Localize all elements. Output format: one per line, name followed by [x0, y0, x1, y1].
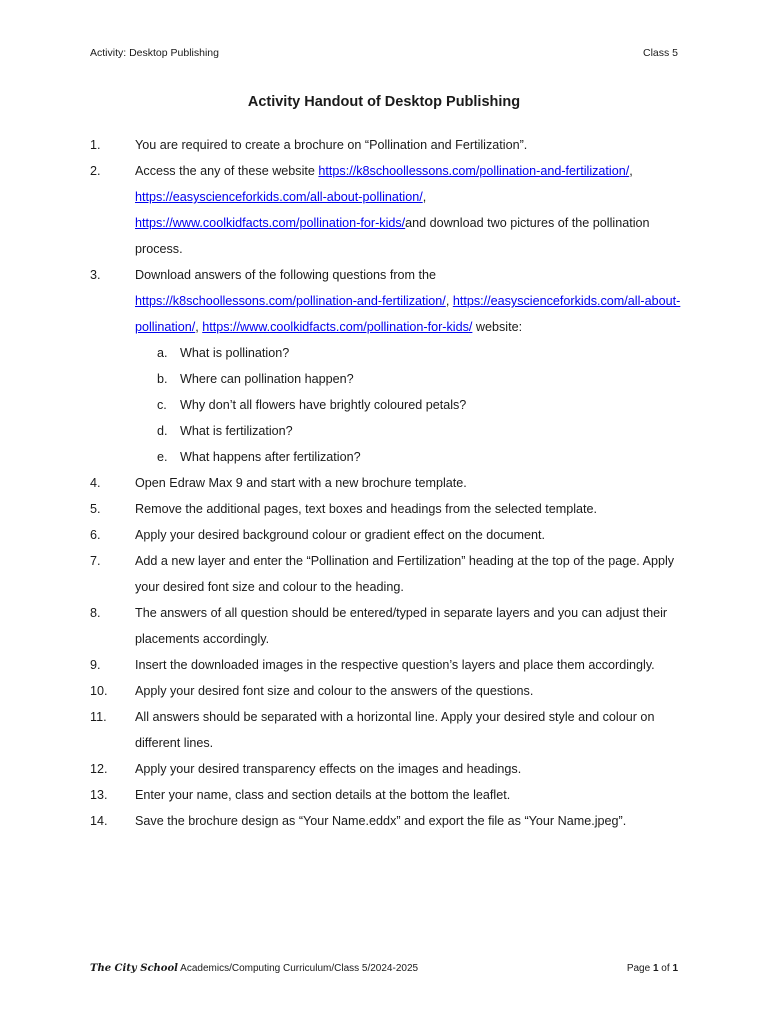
instruction-list	[90, 132, 690, 834]
list-item-9	[90, 652, 690, 678]
sub-item-text: Where can pollination happen?	[180, 372, 354, 386]
list-item-7	[90, 548, 690, 600]
page-number	[627, 963, 678, 974]
item-text: Download answers of the following questions from the	[135, 268, 437, 282]
item-number: 3.	[90, 268, 101, 282]
item-number: 1.	[90, 138, 101, 152]
list-item-6	[90, 522, 690, 548]
item-text: Apply your desired font size and colour to the answers of the questions.	[135, 684, 534, 698]
item-text: Apply your desired transparency effects on the images and headings.	[135, 762, 522, 776]
item-number: 14.	[90, 814, 108, 828]
sub-item-b	[135, 366, 690, 392]
item-text: Enter your name, class and section details at the bottom the leaflet.	[135, 788, 511, 802]
footer-left	[90, 963, 418, 974]
sub-item-d	[135, 418, 690, 444]
link-coolkidfacts[interactable]: https://www.coolkidfacts.com/pollination-for-kids/	[202, 320, 473, 334]
sub-item-a	[135, 340, 690, 366]
item-text: ,	[629, 164, 633, 178]
page-title: Activity Handout of Desktop Publishing	[247, 94, 521, 110]
item-text: website:	[472, 320, 523, 334]
link-easyscienceforkids[interactable]: https://easyscienceforkids.com/all-about-pollination/	[135, 294, 681, 334]
page-label: Page	[626, 963, 653, 974]
item-text: Insert the downloaded images in the respective question’s layers and place them accordingly.	[135, 658, 655, 672]
item-text: All answers should be separated with a horizontal line. Apply your desired style and colour on different lines.	[135, 710, 655, 750]
list-item-2	[90, 158, 690, 262]
page-of: of	[658, 963, 673, 974]
list-item-4	[90, 470, 690, 496]
sub-item-letter: e.	[157, 450, 168, 464]
list-item-1	[90, 132, 690, 158]
item-number: 7.	[90, 554, 101, 568]
item-text: and download two pictures of the pollination process.	[135, 216, 650, 256]
link-k8schoollessons[interactable]: https://k8schoollessons.com/pollination-and-fertilization/	[318, 164, 630, 178]
sub-item-text: Why don’t all flowers have brightly coloured petals?	[180, 398, 467, 412]
footer-path: Academics/Computing Curriculum/Class 5/2024-2025	[177, 963, 419, 974]
list-item-3	[90, 262, 690, 340]
item-text: You are required to create a brochure on “Pollination and Fertilization”.	[135, 138, 528, 152]
item-number: 10.	[90, 684, 108, 698]
item-text: The answers of all question should be entered/typed in separate layers and you can adjust their placements accordingly.	[135, 606, 668, 646]
item-text: Save the brochure design as “Your Name.eddx” and export the file as “Your Name.jpeg”.	[135, 814, 627, 828]
list-item-11	[90, 704, 690, 756]
item-text: Open Edraw Max 9 and start with a new brochure template.	[135, 476, 467, 490]
item-number: 12.	[90, 762, 108, 776]
sub-item-text: What is pollination?	[180, 346, 290, 360]
item-text: ,	[195, 320, 203, 334]
sub-item-letter: d.	[157, 424, 168, 438]
link-coolkidfacts[interactable]: https://www.coolkidfacts.com/pollination-for-kids/	[135, 216, 406, 230]
sub-item-letter: a.	[157, 346, 168, 360]
item-number: 8.	[90, 606, 101, 620]
item-number: 5.	[90, 502, 101, 516]
item-text: ,	[422, 190, 427, 204]
link-easyscienceforkids[interactable]: https://easyscienceforkids.com/all-about-pollination/	[135, 190, 423, 204]
list-item-8	[90, 600, 690, 652]
sub-item-text: What is fertilization?	[180, 424, 293, 438]
item-number: 9.	[90, 658, 101, 672]
sub-item-c	[135, 392, 690, 418]
list-item-14	[90, 808, 690, 834]
page-current: 1	[652, 963, 659, 974]
item-text: Add a new layer and enter the “Pollination and Fertilization” heading at the top of the page. Apply your desired font size and colour to the heading.	[135, 554, 675, 594]
school-logo-text: The City School	[90, 963, 178, 974]
item-text: ,	[445, 294, 453, 308]
header-right: Class 5	[642, 47, 678, 59]
header-left: Activity: Desktop Publishing	[90, 47, 219, 59]
list-item-5	[90, 496, 690, 522]
link-k8schoollessons[interactable]: https://k8schoollessons.com/pollination-and-fertilization/	[135, 294, 446, 308]
item-text: Apply your desired background colour or gradient effect on the document.	[135, 528, 546, 542]
page-total: 1	[672, 963, 678, 974]
item-number: 13.	[90, 788, 108, 802]
item-number: 11.	[90, 710, 107, 724]
item-number: 2.	[90, 164, 101, 178]
sub-item-letter: b.	[157, 372, 168, 386]
sub-item-e	[135, 444, 690, 470]
item-text: Access the any of these website	[135, 164, 319, 178]
sub-item-text: What happens after fertilization?	[180, 450, 361, 464]
item-number: 6.	[90, 528, 101, 542]
list-item-12	[90, 756, 690, 782]
list-item-13	[90, 782, 690, 808]
sub-item-letter: c.	[157, 398, 167, 412]
list-item-10	[90, 678, 690, 704]
item-number: 4.	[90, 476, 101, 490]
item-text: Remove the additional pages, text boxes and headings from the selected template.	[135, 502, 598, 516]
